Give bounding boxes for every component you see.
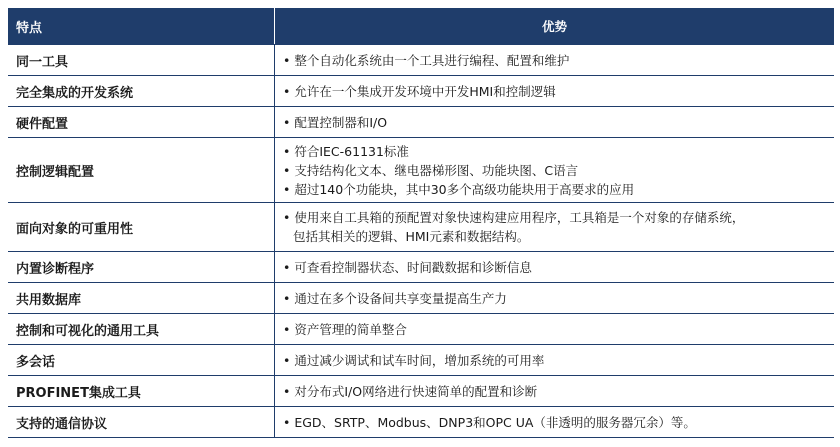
table-row	[8, 251, 834, 282]
advantage-cell	[275, 252, 834, 282]
advantage-cell	[275, 376, 834, 406]
advantage-cell	[275, 138, 834, 202]
advantage-cell	[275, 314, 834, 344]
table-row	[8, 344, 834, 375]
feature-cell: 共用数据库	[8, 283, 275, 313]
advantage-line: • 使用来自工具箱的预配置对象快速构建应用程序，工具箱是一个对象的存储系统，	[283, 210, 745, 225]
header-feature: 特点	[8, 8, 275, 44]
feature-cell: 完全集成的开发系统	[8, 76, 275, 106]
advantage-cell	[275, 76, 834, 106]
advantage-line: • 通过减少调试和试车时间，增加系统的可用率	[283, 352, 545, 368]
advantage-line: • 对分布式I/O网络进行快速简单的配置和诊断	[283, 383, 538, 399]
table-body	[8, 44, 834, 437]
feature-cell: 面向对象的可重用性	[8, 203, 275, 251]
table-row	[8, 375, 834, 406]
feature-cell: 同一工具	[8, 45, 275, 75]
feature-cell: 支持的通信协议	[8, 407, 275, 437]
advantage-line: • 整个自动化系统由一个工具进行编程、配置和维护	[283, 52, 570, 68]
table-row	[8, 406, 834, 437]
feature-cell: 硬件配置	[8, 107, 275, 137]
table-row	[8, 282, 834, 313]
feature-cell: 多会话	[8, 345, 275, 375]
header-advantage: 优势	[541, 19, 567, 34]
feature-table	[8, 8, 834, 438]
advantage-cell	[275, 345, 834, 375]
advantage-line: • 允许在一个集成开发环境中开发HMI和控制逻辑	[283, 83, 556, 99]
advantage-line: • 可查看控制器状态、时间戳数据和诊断信息	[283, 259, 532, 275]
advantage-line: • EGD、SRTP、Modbus、DNP3和OPC UA（非透明的服务器冗余）等。	[283, 414, 696, 430]
table-row	[8, 75, 834, 106]
advantage-cell	[275, 407, 834, 437]
feature-cell: PROFINET集成工具	[8, 376, 275, 406]
feature-cell: 控制和可视化的通用工具	[8, 314, 275, 344]
table-row	[8, 44, 834, 75]
advantage-line: • 符合IEC-61131标准	[283, 143, 409, 159]
table-row	[8, 313, 834, 344]
table-row	[8, 137, 834, 202]
advantage-line: • 通过在多个设备间共享变量提高生产力	[283, 290, 507, 306]
advantage-line: • 支持结构化文本、继电器梯形图、功能块图、C语言	[283, 162, 579, 178]
advantage-line: 包括其相关的逻辑、HMI元素和数据结构。	[293, 229, 530, 244]
advantage-cell	[275, 283, 834, 313]
advantage-line: • 超过140个功能块，其中30多个高级功能块用于高要求的应用	[283, 181, 635, 197]
table-row	[8, 202, 834, 251]
advantage-line: • 配置控制器和I/O	[283, 114, 388, 130]
advantage-line: • 资产管理的简单整合	[283, 321, 407, 337]
advantage-cell	[275, 107, 834, 137]
feature-cell: 内置诊断程序	[8, 252, 275, 282]
table-header	[8, 8, 834, 44]
advantage-cell	[275, 203, 834, 251]
advantage-cell	[275, 45, 834, 75]
feature-cell: 控制逻辑配置	[8, 138, 275, 202]
table-row	[8, 106, 834, 137]
